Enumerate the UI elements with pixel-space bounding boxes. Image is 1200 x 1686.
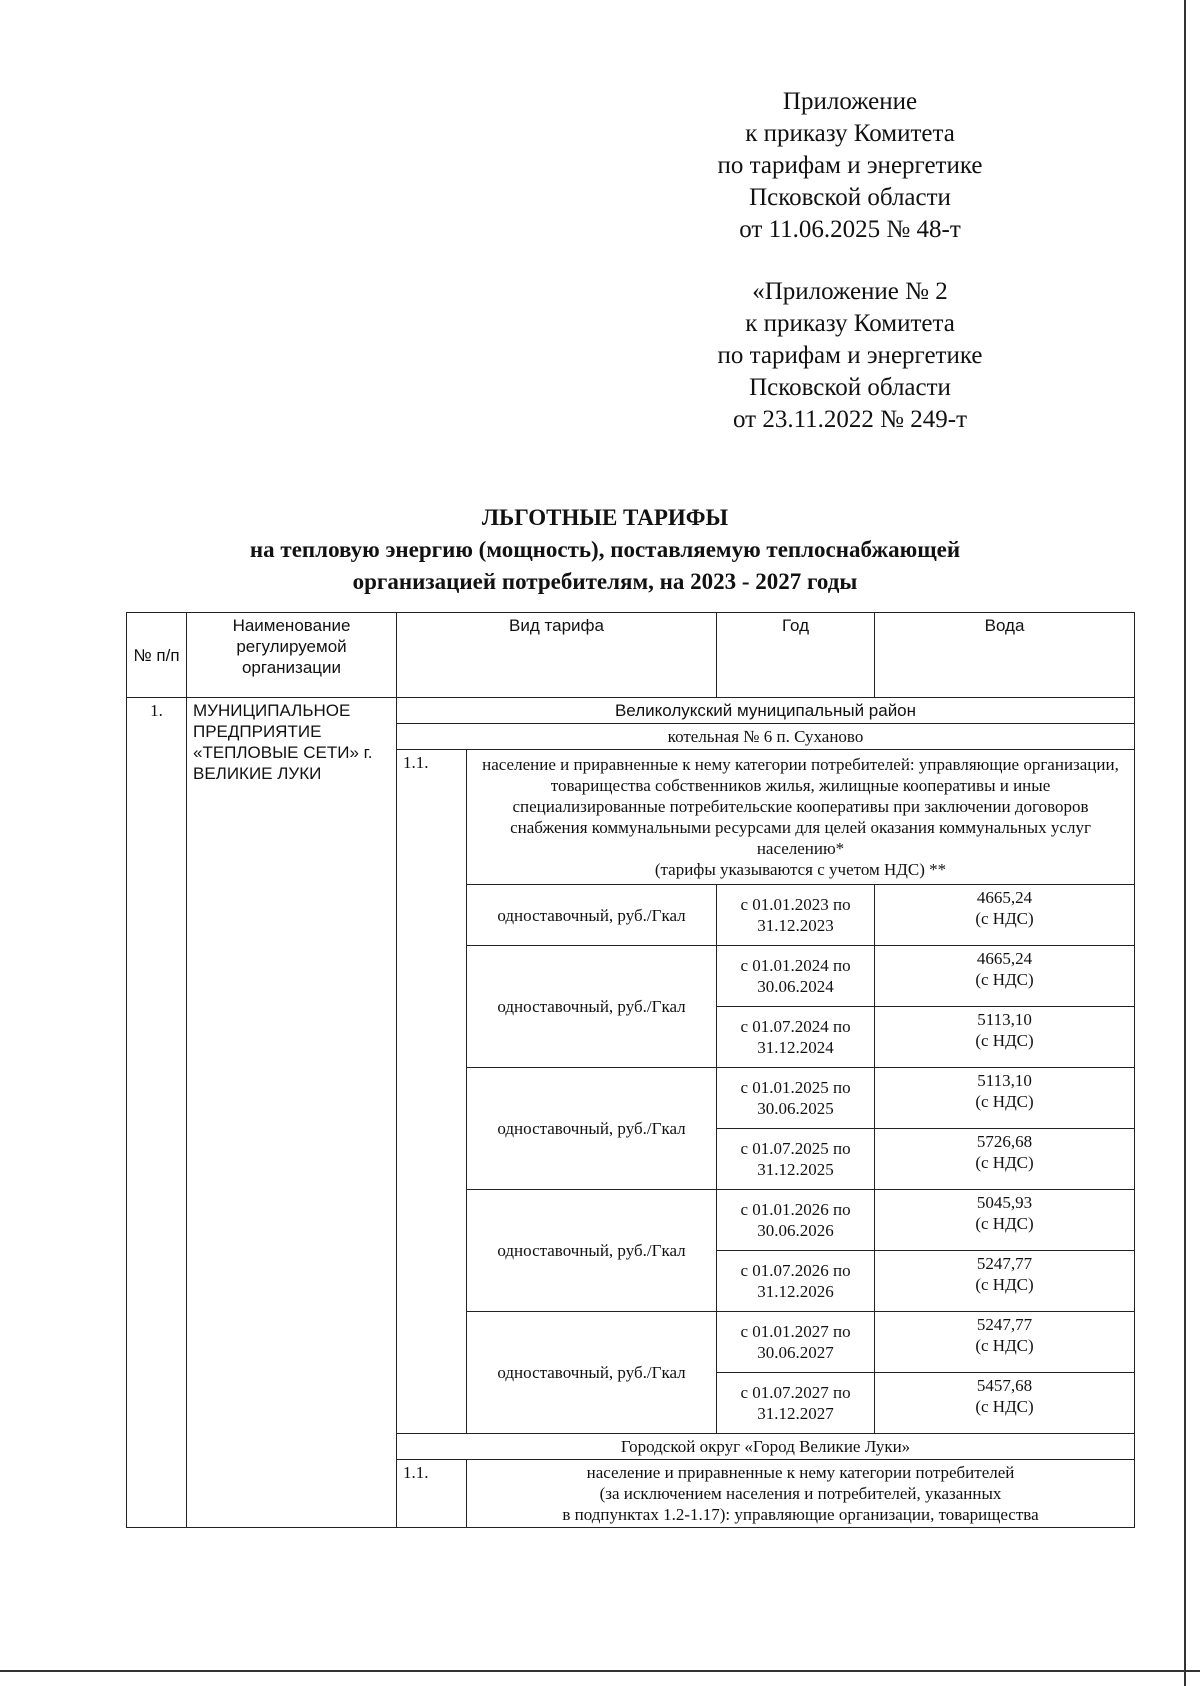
tariff-value-cell (875, 1190, 1135, 1251)
vat-label: (с НДС) (975, 1336, 1034, 1355)
tariff-value-cell (875, 1129, 1135, 1190)
header-line: к приказу Комитета (745, 310, 955, 337)
tariff-value: 5457,68 (976, 1376, 1033, 1395)
vat-label: (с НДС) (975, 1153, 1034, 1172)
title-line: организацией потребителям, на 2023 - 2027 годы (352, 569, 858, 594)
header-line: от 23.11.2022 № 249-т (732, 406, 968, 433)
tariff-value-cell (875, 1312, 1135, 1373)
header-line: к приказу Комитета (745, 120, 955, 147)
vat-label: (с НДС) (975, 1092, 1034, 1111)
tariff-period: с 01.01.2027 по 30.06.2027 (717, 1312, 875, 1373)
tariff-period: с 01.07.2026 по 31.12.2026 (717, 1251, 875, 1312)
tariff-table (126, 612, 1135, 1528)
subitem-number: 1.1. (397, 1460, 467, 1528)
tariff-period: с 01.01.2026 по 30.06.2026 (717, 1190, 875, 1251)
tariff-period: с 01.01.2023 по 31.12.2023 (717, 885, 875, 946)
header-line: «Приложение № 2 (752, 278, 948, 305)
scan-edge-bottom (0, 1670, 1200, 1672)
tariff-value: 5113,10 (977, 1010, 1032, 1029)
header-line: Псковской области (749, 374, 951, 401)
consumer-category (467, 1460, 1135, 1528)
vat-label: (с НДС) (975, 909, 1034, 928)
consumer-line: в подпунктах 1.2-1.17): управляющие организации, товарищества (562, 1505, 1039, 1524)
tariff-value-cell (875, 1251, 1135, 1312)
title-line: на тепловую энергию (мощность), поставляемую теплоснабжающей (249, 537, 961, 562)
vat-label: (с НДС) (975, 970, 1034, 989)
tariff-value-cell (875, 946, 1135, 1007)
tariff-period: с 01.07.2025 по 31.12.2025 (717, 1129, 875, 1190)
document-title (130, 502, 1080, 598)
vat-label: (с НДС) (975, 1397, 1034, 1416)
tariff-value: 4665,24 (976, 888, 1033, 907)
tariff-value: 5045,93 (976, 1193, 1033, 1212)
header-year: Год (717, 613, 875, 698)
tariff-value: 5726,68 (976, 1132, 1033, 1151)
tariff-type: одноставочный, руб./Гкал (467, 946, 717, 1068)
tariff-value-cell (875, 1373, 1135, 1434)
tariff-value-cell (875, 1068, 1135, 1129)
header-line: Приложение (782, 88, 918, 115)
district-name: Великолукский муниципальный район (397, 698, 1135, 724)
consumer-description: население и приравненные к нему категории потребителей: управляющие организации, товарищества собственников жилья, жилищные кооперативы и иные специализированные потребительские кооперативы при заключении договоров снабжения коммунальными ресурсами для целей оказания коммунальных услуг населению* (482, 755, 1119, 858)
subitem-number: 1.1. (397, 750, 467, 1434)
vat-label: (с НДС) (975, 1275, 1034, 1294)
tariff-value-cell (875, 885, 1135, 946)
tariff-type: одноставочный, руб./Гкал (467, 885, 717, 946)
header-type: Вид тарифа (397, 613, 717, 698)
vat-label: (с НДС) (975, 1214, 1034, 1233)
consumer-line: население и приравненные к нему категории потребителей (586, 1463, 1015, 1482)
table-header-row (127, 613, 1135, 698)
tariff-value: 4665,24 (976, 949, 1033, 968)
header-line: по тарифам и энергетике (717, 152, 983, 179)
header-num: № п/п (127, 613, 187, 698)
consumer-line: (за исключением населения и потребителей, указанных (599, 1484, 1002, 1503)
scan-edge-right (1184, 0, 1186, 1686)
district-name: Городской округ «Город Великие Луки» (397, 1434, 1135, 1460)
table-row (127, 698, 1135, 724)
header-line: Псковской области (749, 184, 951, 211)
tariff-value: 5247,77 (976, 1254, 1033, 1273)
tariff-type: одноставочный, руб./Гкал (467, 1190, 717, 1312)
title-line: ЛЬГОТНЫЕ ТАРИФЫ (481, 505, 729, 530)
row-number: 1. (127, 698, 187, 1528)
organization-name: МУНИЦИПАЛЬНОЕ ПРЕДПРИЯТИЕ «ТЕПЛОВЫЕ СЕТИ» г. ВЕЛИКИЕ ЛУКИ (187, 698, 397, 1528)
header-line: от 11.06.2025 № 48-т (739, 216, 961, 243)
tariff-period: с 01.01.2025 по 30.06.2025 (717, 1068, 875, 1129)
consumer-category (467, 750, 1135, 885)
tariff-value: 5247,77 (976, 1315, 1033, 1334)
tariff-type: одноставочный, руб./Гкал (467, 1312, 717, 1434)
header-org: Наименование регулируемой организации (187, 613, 397, 698)
tariff-period: с 01.07.2027 по 31.12.2027 (717, 1373, 875, 1434)
tariff-period: с 01.01.2024 по 30.06.2024 (717, 946, 875, 1007)
header-line: по тарифам и энергетике (717, 342, 983, 369)
vat-label: (с НДС) (975, 1031, 1034, 1050)
boiler-name: котельная № 6 п. Суханово (397, 724, 1135, 750)
header-water: Вода (875, 613, 1135, 698)
tariff-type: одноставочный, руб./Гкал (467, 1068, 717, 1190)
tariff-value: 5113,10 (977, 1071, 1032, 1090)
vat-note: (тарифы указываются с учетом НДС) ** (654, 860, 947, 879)
table-body (127, 698, 1135, 1528)
appendix-header (640, 86, 1060, 436)
tariff-value-cell (875, 1007, 1135, 1068)
tariff-period: с 01.07.2024 по 31.12.2024 (717, 1007, 875, 1068)
